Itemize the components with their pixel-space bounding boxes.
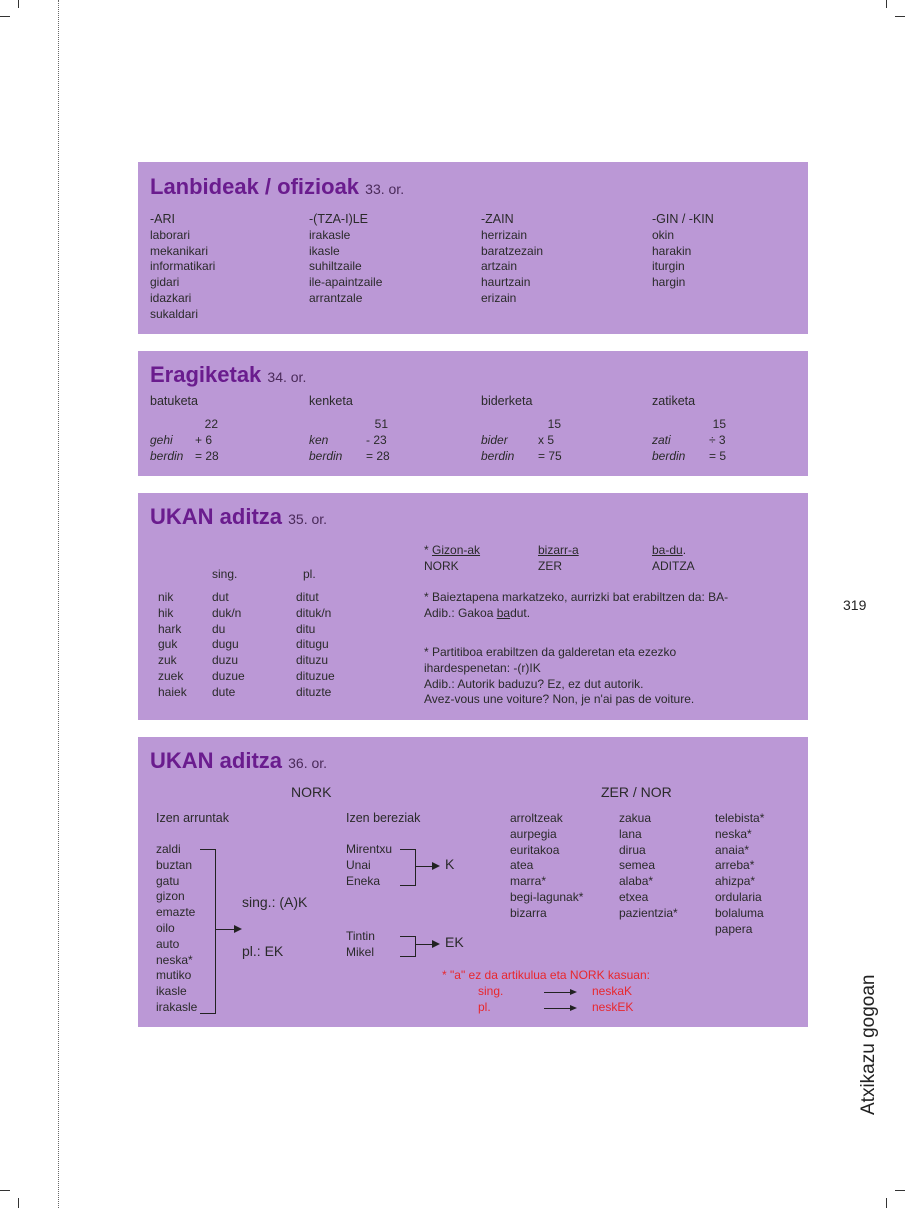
- title-text: UKAN aditza: [150, 504, 283, 529]
- zer-noun: anaia*: [715, 842, 750, 857]
- bracket-line: [415, 936, 416, 956]
- zer-noun: euritakoa: [510, 842, 560, 857]
- zer-noun: telebista*: [715, 811, 765, 825]
- result-word: berdin: [309, 449, 343, 463]
- note-example-pre: Adib.: Gakoa: [424, 606, 497, 620]
- bracket-line: [200, 1013, 216, 1014]
- proper-noun: Eneka: [346, 873, 381, 888]
- eragiketak-box: [138, 351, 808, 476]
- verb-form: du: [212, 621, 226, 636]
- verb-form: duzu: [212, 653, 239, 668]
- bracket-line: [415, 849, 416, 885]
- crop-mark: [886, 0, 887, 8]
- operation-operand: + 6: [195, 433, 213, 447]
- noun: irakasle: [156, 999, 198, 1014]
- result-word: berdin: [652, 449, 686, 463]
- noun: buztan: [156, 857, 193, 872]
- result-word: berdin: [150, 449, 184, 463]
- result-word: berdin: [481, 449, 515, 463]
- bereziak-group-2: [346, 929, 375, 961]
- list-item: idazkari: [150, 290, 192, 305]
- operation-header: batuketa: [150, 394, 198, 408]
- column-header: -ZAIN: [481, 212, 514, 226]
- arrow-head: [432, 940, 440, 948]
- noun: neska*: [156, 952, 193, 967]
- example-label: ADITZA: [652, 559, 695, 573]
- note-example-prefix: ba: [496, 606, 511, 620]
- note-example-post: dut.: [510, 606, 531, 620]
- page-ref: 36. or.: [288, 755, 328, 771]
- bereziak-group-1: [346, 842, 392, 889]
- zer-noun: dirua: [619, 842, 646, 857]
- note-line: ihardespenetan: -(r)IK: [424, 660, 541, 675]
- page-ref: 35. or.: [288, 511, 328, 527]
- example-word: * Gizon-ak: [424, 543, 481, 557]
- zer-noun: arreba*: [715, 858, 755, 873]
- note-line: Avez-vous une voiture? Non, je n'ai pas de voiture.: [424, 692, 695, 707]
- operation-word: ken: [309, 433, 329, 447]
- sing-rule: sing.: (A)K: [242, 894, 308, 910]
- bracket-line: [400, 885, 416, 886]
- example-zer: bizarr-a: [538, 543, 579, 557]
- section-title: [150, 504, 327, 530]
- page-ref: 33. or.: [365, 181, 405, 197]
- zer-noun: begi-lagunak*: [510, 889, 584, 904]
- example-word: [652, 543, 686, 559]
- verb-form: ditut: [296, 590, 319, 604]
- arrow-line: [415, 866, 433, 867]
- proper-noun: Unai: [346, 857, 371, 872]
- page-ref: 34. or.: [267, 369, 307, 385]
- verb-form: ditugu: [296, 637, 329, 652]
- pl-column: [296, 590, 335, 701]
- operand-top: 15: [547, 417, 561, 431]
- zer-noun: atea: [510, 858, 534, 873]
- column-header: -(TZA-I)LE: [309, 212, 369, 226]
- arrow-head: [432, 862, 440, 870]
- zer-noun: marra*: [510, 874, 547, 889]
- list-item: harakin: [652, 243, 692, 258]
- proper-noun: Tintin: [346, 929, 375, 943]
- operand-top: 51: [374, 417, 388, 431]
- noun: gizon: [156, 889, 185, 904]
- note-line: Adib.: Autorik baduzu? Ez, ez dut autorik.: [424, 676, 644, 691]
- red-sing-value: neskaK: [592, 984, 633, 998]
- verb-form: duk/n: [212, 605, 242, 620]
- zer-noun: pazientzia*: [619, 905, 678, 920]
- bracket-line: [400, 849, 416, 850]
- list-item: laborari: [150, 227, 191, 242]
- pl-header: pl.: [303, 567, 316, 581]
- page-number: 319: [843, 597, 867, 613]
- example-period: .: [682, 543, 687, 557]
- crop-mark: [0, 1190, 10, 1191]
- zer-noun: etxea: [619, 889, 649, 904]
- lanbideak-box: [138, 162, 808, 334]
- bereziak-group-2-result: EK: [445, 934, 464, 950]
- proper-noun: Mikel: [346, 944, 375, 959]
- suffix-column: [652, 212, 714, 291]
- person: guk: [158, 637, 178, 652]
- red-sing-label: sing.: [478, 984, 504, 998]
- operand-top: 15: [712, 417, 726, 431]
- person: haiek: [158, 684, 187, 699]
- zer-noun: ahizpa*: [715, 874, 756, 889]
- bracket-line: [400, 936, 416, 937]
- verb-form: dut: [212, 590, 229, 604]
- crop-mark: [18, 1198, 19, 1208]
- noun: emazte: [156, 905, 196, 920]
- result-value: = 75: [538, 449, 562, 463]
- list-item: mekanikari: [150, 243, 209, 258]
- list-item: gidari: [150, 275, 180, 290]
- list-item: iturgin: [652, 259, 685, 274]
- verb-form: dituk/n: [296, 605, 332, 620]
- arrow-head: [570, 1005, 577, 1011]
- list-item: ikasle: [309, 243, 340, 258]
- title-text: Eragiketak: [150, 362, 262, 387]
- person: hik: [158, 605, 174, 620]
- zer-noun: bizarra: [510, 905, 547, 920]
- noun: gatu: [156, 873, 180, 888]
- crop-mark: [886, 1198, 887, 1208]
- zer-column-2: [619, 811, 678, 922]
- arruntak-list: [156, 842, 197, 1016]
- bracket-line: [400, 956, 416, 957]
- crop-mark: [0, 16, 10, 17]
- red-pl-value: neskEK: [592, 1000, 634, 1014]
- list-item: suhiltzaile: [309, 259, 362, 274]
- side-title: Atxikazu gogoan: [858, 974, 879, 1115]
- example-nork: Gizon-ak: [432, 543, 481, 557]
- pl-rule: pl.: EK: [242, 943, 284, 959]
- noun: zaldi: [156, 842, 181, 856]
- list-item: hargin: [652, 275, 686, 290]
- arrow-line: [215, 929, 235, 930]
- zer-noun: neska*: [715, 826, 752, 841]
- crop-mark: [895, 1190, 905, 1191]
- arrow-line: [544, 1008, 572, 1009]
- sing-header: sing.: [212, 567, 238, 581]
- list-item: okin: [652, 227, 675, 242]
- suffix-column: [481, 212, 543, 307]
- list-item: erizain: [481, 290, 517, 305]
- note-partitiboa: [424, 645, 694, 708]
- suffix-column: [309, 212, 382, 307]
- nork-label: NORK: [291, 784, 332, 800]
- operation-operand: ÷ 3: [709, 433, 726, 447]
- verb-form: dituzte: [296, 684, 332, 699]
- arruntak-header: Izen arruntak: [156, 811, 229, 825]
- zer-column-1: [510, 811, 583, 922]
- zer-column-3: [715, 811, 764, 937]
- operation-header: zatiketa: [652, 394, 696, 408]
- list-item: ile-apaintzaile: [309, 275, 383, 290]
- column-header: -GIN / -KIN: [652, 212, 714, 226]
- title-text: Lanbideak / ofizioak: [150, 174, 360, 199]
- red-note: * "a" ez da artikulua eta NORK kasuan:: [442, 968, 650, 982]
- operation-word: zati: [652, 433, 671, 447]
- ukan-35-box: [138, 493, 808, 720]
- operation-header: biderketa: [481, 394, 533, 408]
- list-item: irakasle: [309, 227, 351, 242]
- verb-form: ditu: [296, 621, 316, 636]
- operation-operand: x 5: [538, 433, 555, 447]
- bereziak-header: Izen bereziak: [346, 811, 421, 825]
- list-item: sukaldari: [150, 306, 199, 321]
- binding-dotted-line: [58, 0, 59, 1208]
- operation-operand: - 23: [366, 433, 387, 447]
- note-example: [424, 606, 530, 622]
- noun: ikasle: [156, 984, 187, 999]
- note-baieztapena: * Baieztapena markatzeko, aurrizki bat erabiltzen da: BA-: [424, 590, 729, 604]
- example-label: NORK: [424, 559, 459, 573]
- list-item: arrantzale: [309, 290, 363, 305]
- operation-header: kenketa: [309, 394, 353, 408]
- person: zuek: [158, 668, 184, 683]
- zer-noun: ordularia: [715, 889, 762, 904]
- list-item: baratzezain: [481, 243, 544, 258]
- operand-top: 22: [204, 417, 218, 431]
- zer-noun: bolaluma: [715, 905, 764, 920]
- note-line: * Partitiboa erabiltzen da galderetan eta ezezko: [424, 645, 677, 659]
- zer-noun: lana: [619, 826, 642, 841]
- result-value: = 5: [709, 449, 727, 463]
- arrow-line: [415, 944, 433, 945]
- ukan-36-box: [138, 737, 808, 1027]
- example-aditza: ba-du: [652, 543, 683, 557]
- verb-form: duzue: [212, 668, 245, 683]
- zer-noun: papera: [715, 921, 753, 936]
- verb-form: dituzu: [296, 653, 329, 668]
- zer-noun: aurpegia: [510, 826, 557, 841]
- zer-noun: semea: [619, 858, 656, 873]
- zer-noun: alaba*: [619, 874, 654, 889]
- persons-column: [158, 590, 187, 701]
- person: zuk: [158, 653, 177, 668]
- verb-form: dute: [212, 684, 236, 699]
- arrow-head: [570, 989, 577, 995]
- crop-mark: [895, 16, 905, 17]
- bereziak-group-1-result: K: [445, 856, 455, 872]
- verb-form: dugu: [212, 637, 239, 652]
- red-pl-label: pl.: [478, 1000, 491, 1014]
- section-title: [150, 362, 306, 388]
- noun: oilo: [156, 920, 175, 935]
- crop-mark: [18, 0, 19, 8]
- noun: mutiko: [156, 968, 192, 983]
- zer-noun: arroltzeak: [510, 811, 563, 825]
- title-text: UKAN aditza: [150, 748, 283, 773]
- list-item: informatikari: [150, 259, 216, 274]
- bracket-line: [215, 849, 216, 1013]
- section-title: [150, 748, 327, 774]
- person: nik: [158, 590, 174, 604]
- arrow-line: [544, 992, 572, 993]
- operation-word: gehi: [150, 433, 173, 447]
- verb-form: dituzue: [296, 668, 335, 683]
- bracket-line: [200, 849, 216, 850]
- operation-word: bider: [481, 433, 508, 447]
- result-value: = 28: [366, 449, 390, 463]
- section-title: [150, 174, 404, 200]
- suffix-column: [150, 212, 215, 323]
- example-label: ZER: [538, 559, 562, 573]
- arrow-head: [234, 925, 242, 933]
- list-item: haurtzain: [481, 275, 531, 290]
- zer-nor-label: ZER / NOR: [601, 784, 672, 800]
- sing-column: [212, 590, 245, 701]
- list-item: artzain: [481, 259, 518, 274]
- zer-noun: zakua: [619, 811, 652, 825]
- list-item: herrizain: [481, 227, 528, 242]
- noun: auto: [156, 936, 180, 951]
- result-value: = 28: [195, 449, 219, 463]
- column-header: -ARI: [150, 212, 175, 226]
- proper-noun: Mirentxu: [346, 842, 393, 856]
- person: hark: [158, 621, 182, 636]
